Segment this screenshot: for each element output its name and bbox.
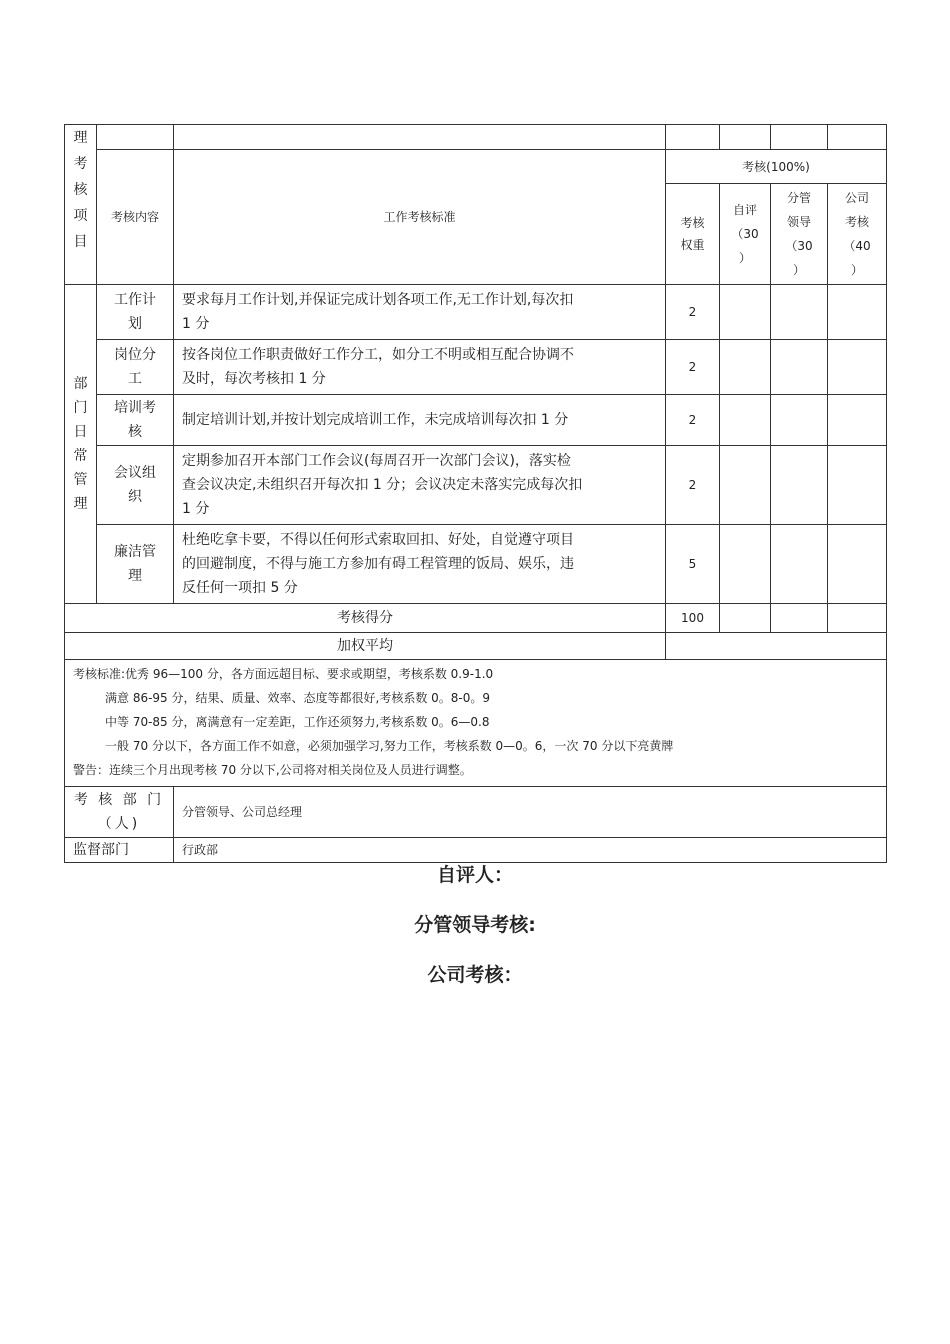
note-line: 警告：连续三个月出现考核 70 分以下,公司将对相关岗位及人员进行调整。 (73, 763, 472, 777)
dept-row (65, 787, 887, 838)
self-eval-cell[interactable] (720, 395, 771, 446)
standard-cell: 要求每月工作计划,并保证完成计划各项工作,无工作计划,每次扣 1 分 (174, 285, 666, 340)
weighted-label: 加权平均 (65, 633, 666, 660)
weight-cell: 5 (666, 525, 720, 604)
note-line: 中等 70-85 分，离满意有一定差距，工作还须努力,考核系数 0。6—0.8 (105, 715, 490, 729)
table-row (65, 340, 887, 395)
table-row (65, 395, 887, 446)
standard-cell: 定期参加召开本部门工作会议(每周召开一次部门会议)，落实检 查会议决定,未组织召开每次扣 1 分；会议决定未落实完成每次扣 1 分 (174, 446, 666, 525)
company-eval-cell[interactable] (828, 395, 887, 446)
weighted-row (65, 633, 887, 660)
company-eval-cell[interactable] (828, 525, 887, 604)
branch-leader-header: 分管 领导 （30 ） (771, 184, 828, 285)
category-cell: 部 门 日 常 管 理 (65, 285, 97, 604)
notes-row (65, 660, 887, 787)
standard-header: 工作考核标准 (174, 150, 666, 285)
supervision-value: 行政部 (174, 838, 887, 863)
assessment-table (64, 124, 887, 863)
criteria-notes (65, 660, 887, 787)
content-header: 考核内容 (97, 150, 174, 285)
content-cell: 工作计 划 (97, 285, 174, 340)
leader-eval-cell[interactable] (771, 446, 828, 525)
content-cell: 会议组 织 (97, 446, 174, 525)
company-sign-label: 公司考核： (427, 964, 523, 986)
leader-eval-cell[interactable] (771, 340, 828, 395)
header-row (65, 150, 887, 184)
weight-cell: 2 (666, 446, 720, 525)
company-eval-header: 公司 考核 （40 ） (828, 184, 887, 285)
standard-cell: 杜绝吃拿卡要，不得以任何形式索取回扣、好处，自觉遵守项目 的回避制度，不得与施工方参加有碍工程管理的饭局、娱乐，违 反任何一项扣 5 分 (174, 525, 666, 604)
company-eval-cell[interactable] (828, 446, 887, 525)
note-line: 满意 86-95 分，结果、质量、效率、态度等都很好,考核系数 0。8-0。9 (105, 691, 490, 705)
self-eval-cell[interactable] (720, 446, 771, 525)
note-line: 一般 70 分以下，各方面工作不如意，必须加强学习,努力工作，考核系数 0—0。6，一次 70 分以下亮黄牌 (105, 739, 674, 753)
score-label: 考核得分 (65, 604, 666, 633)
weight-header: 考核 权重 (666, 184, 720, 285)
item-header: 理 考 核 项 目 (65, 125, 97, 285)
score-value: 100 (666, 604, 720, 633)
table-row (65, 446, 887, 525)
content-cell: 廉洁管 理 (97, 525, 174, 604)
self-eval-cell[interactable] (720, 525, 771, 604)
leader-eval-cell[interactable] (771, 285, 828, 340)
self-sign-label: 自评人： (436, 864, 513, 886)
leader-eval-cell[interactable] (771, 395, 828, 446)
weighted-value-cell[interactable] (666, 633, 887, 660)
company-eval-cell[interactable] (828, 340, 887, 395)
content-cell: 岗位分 工 (97, 340, 174, 395)
blank-row (65, 125, 887, 150)
weight-cell: 2 (666, 395, 720, 446)
score-row (65, 604, 887, 633)
supervision-label: 监督部门 (65, 838, 174, 863)
self-eval-cell[interactable] (720, 340, 771, 395)
table-row (65, 285, 887, 340)
leader-eval-cell[interactable] (771, 525, 828, 604)
leader-score-cell[interactable] (771, 604, 828, 633)
self-eval-cell[interactable] (720, 285, 771, 340)
company-eval-cell[interactable] (828, 285, 887, 340)
dept-label: 考 核 部 门 （人) (65, 787, 174, 838)
leader-sign-label: 分管领导考核: (414, 914, 536, 936)
table-row (65, 525, 887, 604)
note-line: 考核标准:优秀 96—100 分，各方面远超目标、要求或期望，考核系数 0.9-1.0 (73, 667, 494, 681)
standard-cell: 按各岗位工作职责做好工作分工，如分工不明或相互配合协调不 及时，每次考核扣 1 分 (174, 340, 666, 395)
weight-cell: 2 (666, 340, 720, 395)
self-eval-header: 自评 （30 ） (720, 184, 771, 285)
self-score-cell[interactable] (720, 604, 771, 633)
company-score-cell[interactable] (828, 604, 887, 633)
dept-value: 分管领导、公司总经理 (174, 787, 887, 838)
assessment-group-header: 考核(100%) (666, 150, 887, 184)
supervision-row (65, 838, 887, 863)
standard-cell: 制定培训计划,并按计划完成培训工作，未完成培训每次扣 1 分 (174, 395, 666, 446)
weight-cell: 2 (666, 285, 720, 340)
content-cell: 培训考 核 (97, 395, 174, 446)
